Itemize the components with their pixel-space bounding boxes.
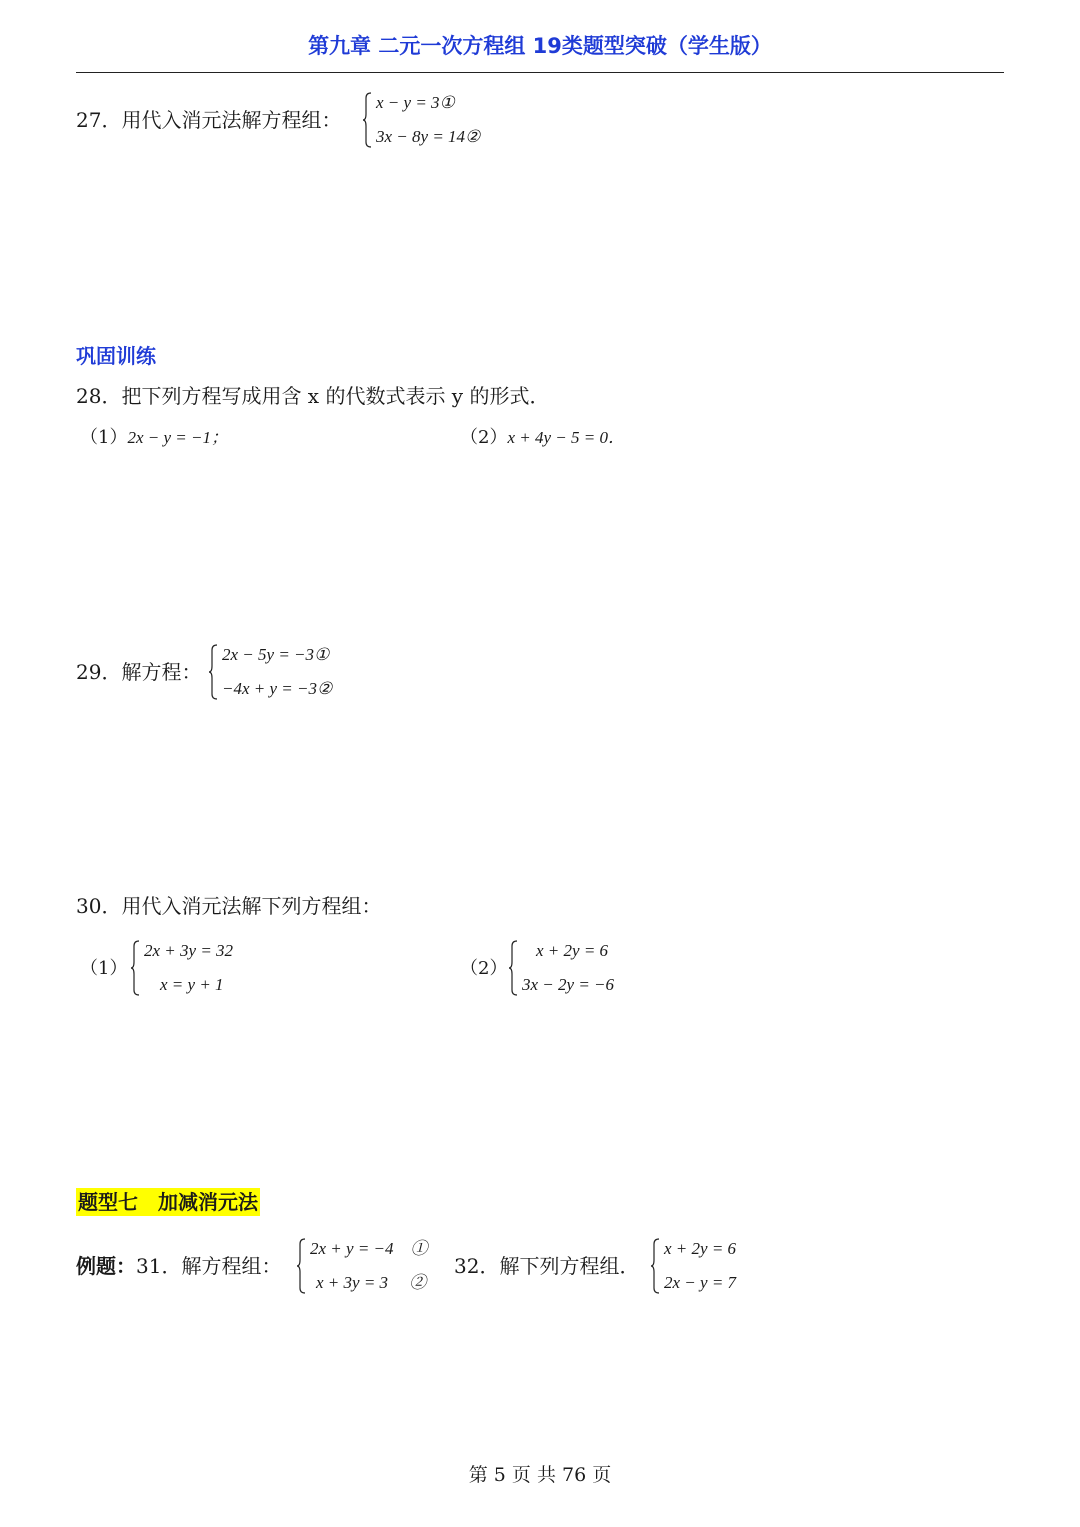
question-32-equation-1: x + 2y = 6 <box>664 1239 737 1258</box>
question-32-system <box>650 1238 736 1294</box>
example-prefix: 例题： <box>76 1254 136 1278</box>
brace-icon <box>208 644 218 700</box>
question-30-part-2-equation-1: x + 2y = 6 <box>536 941 609 960</box>
question-29-system <box>208 644 332 700</box>
section-heading-type-7-text: 题型七 加减消元法 <box>78 1190 258 1214</box>
brace-icon <box>130 940 140 996</box>
question-31-equation-1: 2x + y = −4 ① <box>310 1239 428 1258</box>
question-31-equation-2: x + 3y = 3 ② <box>316 1273 427 1292</box>
question-28-part-1-equation: 2x − y = −1； <box>127 428 228 447</box>
question-27-label: 27．用代入消元法解方程组： <box>76 108 342 132</box>
question-30-part-1-equation-1: 2x + 3y = 32 <box>144 941 234 960</box>
question-32-label: 32．解下列方程组． <box>454 1254 640 1278</box>
brace-icon <box>650 1238 660 1294</box>
question-31-system <box>296 1238 428 1294</box>
question-27-equation-1: x − y = 3① <box>376 93 455 112</box>
header-divider <box>76 72 1004 73</box>
question-28-part-1-label: （1） <box>80 427 128 448</box>
question-28-label: 28．把下列方程写成用含 x 的代数式表示 y 的形式． <box>76 384 550 408</box>
question-30-label: 30．用代入消元法解下列方程组： <box>76 894 382 918</box>
brace-icon <box>362 92 372 148</box>
brace-icon <box>508 940 518 996</box>
section-heading-type-7 <box>76 1186 260 1215</box>
question-28-part-2-equation: x + 4y − 5 = 0． <box>507 428 625 447</box>
question-29-equation-1: 2x − 5y = −3① <box>222 645 330 664</box>
question-30-part-2-label: （2） <box>460 958 508 979</box>
question-28-part-2 <box>460 425 625 451</box>
page-footer-number: 第 5 页 共 76 页 <box>468 1464 612 1486</box>
question-30-part-2-system <box>508 940 614 996</box>
question-29-equation-2: −4x + y = −3② <box>222 679 333 698</box>
section-heading-consolidation: 巩固训练 <box>76 344 156 368</box>
question-30-part-2-equation-2: 3x − 2y = −6 <box>522 975 615 994</box>
question-31-label-row <box>76 1252 281 1280</box>
question-27-equation-2: 3x − 8y = 14② <box>376 127 481 146</box>
question-30-part-1-system <box>130 940 233 996</box>
page-header-title: 第九章 二元一次方程组 19类题型突破（学生版） <box>308 34 772 58</box>
question-31-label: 31．解方程组： <box>136 1254 282 1278</box>
question-27-system <box>362 92 480 148</box>
question-32-equation-2: 2x − y = 7 <box>664 1273 737 1292</box>
brace-icon <box>296 1238 306 1294</box>
question-28-part-2-label: （2） <box>460 427 508 448</box>
question-30-part-1-equation-2: x = y + 1 <box>160 975 224 994</box>
question-28-part-1 <box>80 425 228 451</box>
question-29-label: 29．解方程： <box>76 660 202 684</box>
question-30-part-1-label: （1） <box>80 958 128 979</box>
